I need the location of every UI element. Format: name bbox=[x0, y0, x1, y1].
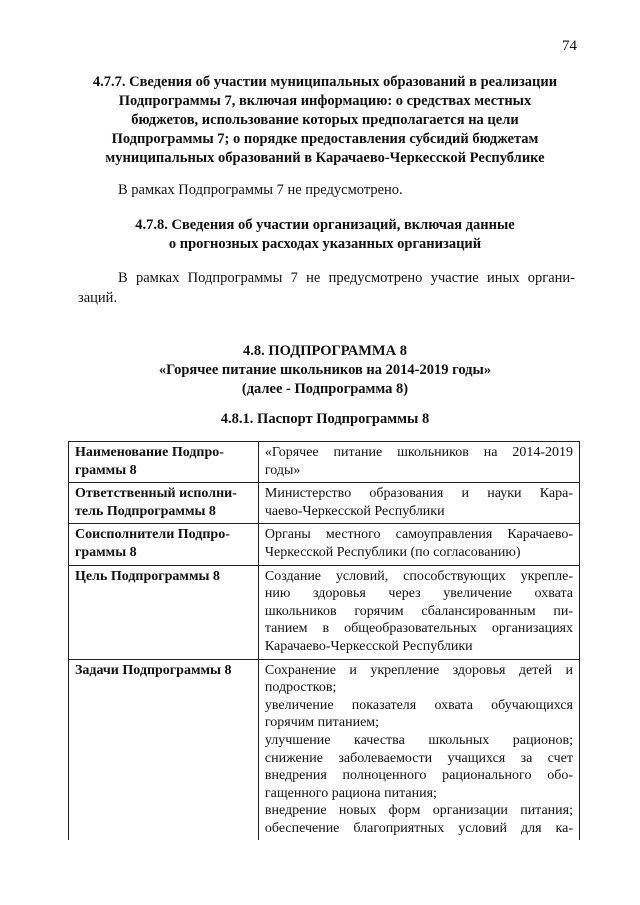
passport-title: 4.8.1. Паспорт Подпрограммы 8 bbox=[220, 411, 430, 427]
row-value: Органы местного самоуправления Карачаево- Черкесской Республики (по согласованию) bbox=[258, 524, 579, 565]
heading-line: 4.8. ПОДПРОГРАММА 8 bbox=[243, 343, 407, 359]
heading-line: Подпрограммы 7; о порядке предоставления субсидий бюджетам bbox=[111, 131, 539, 147]
text-line: В рамках Подпрограммы 7 не предусмотрено участие иных органи- bbox=[118, 270, 575, 286]
heading-line: (далее - Подпрограмма 8) bbox=[241, 381, 409, 397]
heading-line: 4.7.7. Сведения об участии муниципальных образований в реализации bbox=[92, 74, 558, 90]
row-label: Наименование Подпро- граммы 8 bbox=[69, 442, 259, 483]
row-label: Соисполнители Подпро- граммы 8 bbox=[69, 524, 259, 565]
row-label: Задачи Подпрограммы 8 bbox=[69, 659, 259, 840]
text-line: заций. bbox=[78, 290, 118, 306]
heading-line: 4.7.8. Сведения об участии организаций, включая данные bbox=[135, 217, 515, 233]
passport-table bbox=[68, 441, 580, 840]
section-48-heading bbox=[60, 342, 590, 399]
row-value: Создание условий, способствующих укрепле- нию здоровья через увеличение охвата школьников горячим сбалансированным пи- танием в общеобразовательных организациях Карачаево-Черкесской Республики bbox=[258, 565, 579, 659]
table-row bbox=[69, 524, 580, 565]
table-row bbox=[69, 565, 580, 659]
heading-line: Подпрограммы 7, включая информацию: о средствах местных bbox=[118, 93, 532, 109]
section-477-text: В рамках Подпрограммы 7 не предусмотрено. bbox=[118, 182, 403, 198]
heading-line: муниципальных образований в Карачаево-Черкесской Республике bbox=[105, 150, 545, 166]
row-value: Министерство образования и науки Кара- чаево-Черкесской Республики bbox=[258, 483, 579, 524]
table-row bbox=[69, 483, 580, 524]
section-478-heading bbox=[60, 216, 590, 254]
table-row bbox=[69, 659, 580, 840]
row-value: Сохранение и укрепление здоровья детей и подростков; увеличение показателя охвата обучающихся горячим питанием; улучшение качества школьных рационов; снижение заболеваемости учащихся за счет внедрения полноценного рационального обо- гащенного рациона питания; внедрение новых форм организации питания; обеспечение благоприятных условий для ка- bbox=[258, 659, 579, 840]
heading-line: бюджетов, использование которых предполагается на цели bbox=[131, 112, 519, 128]
row-label: Ответственный исполни- тель Подпрограммы 8 bbox=[69, 483, 259, 524]
section-478-text bbox=[78, 268, 575, 308]
row-label: Цель Подпрограммы 8 bbox=[69, 565, 259, 659]
heading-line: «Горячее питание школьников на 2014-2019 годы» bbox=[158, 362, 492, 378]
page-number: 74 bbox=[562, 38, 577, 54]
section-477-heading bbox=[60, 73, 590, 168]
heading-line: о прогнозных расходах указанных организаций bbox=[168, 236, 482, 252]
row-value: «Горячее питание школьников на 2014-2019 годы» bbox=[258, 442, 579, 483]
table-row bbox=[69, 442, 580, 483]
